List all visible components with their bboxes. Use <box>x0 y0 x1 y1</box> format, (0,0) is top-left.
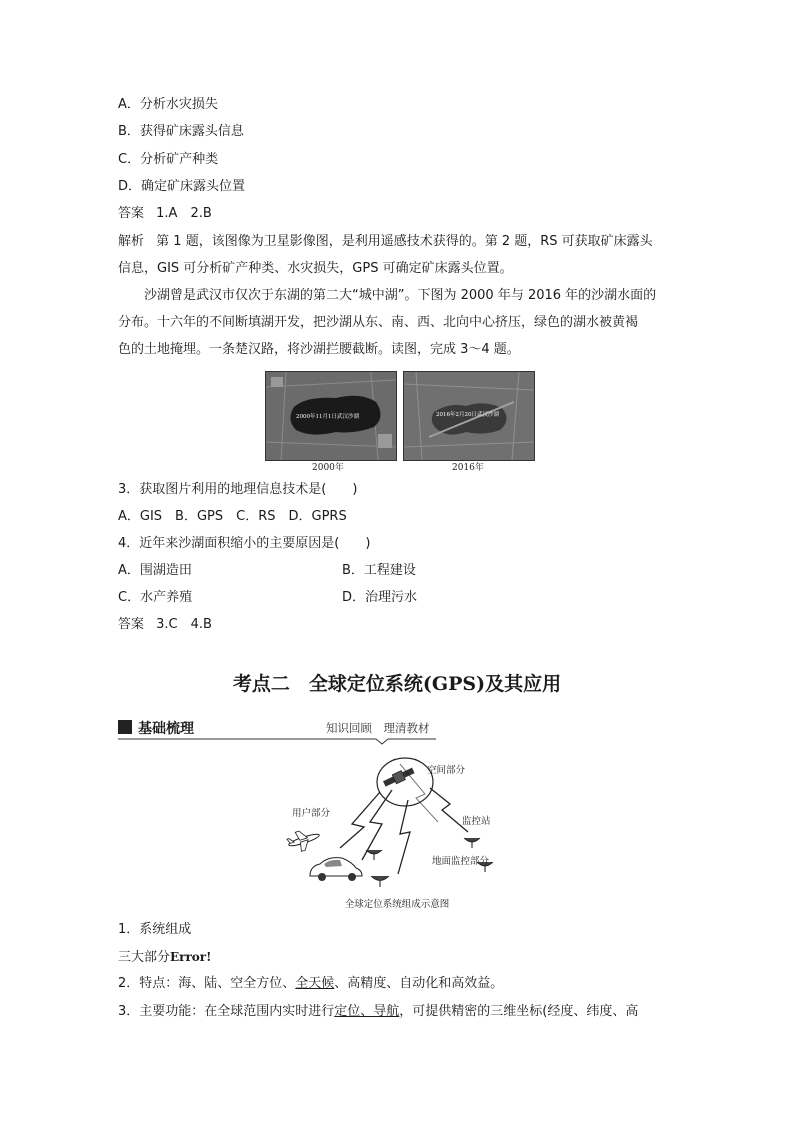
section-bar-rule <box>118 735 438 745</box>
item-2-text-b: 、高精度、自动化和高效益。 <box>334 976 504 991</box>
item-3-underline: 定位、导航 <box>334 1004 400 1019</box>
question-4-option-c: C．水产养殖 <box>118 590 193 605</box>
item-2-text-a: 2．特点：海、陆、空全方位、 <box>118 976 296 991</box>
passage-line-2: 分布。十六年的不间断填湖开发，把沙湖从东、南、西、北向中心挤压，绿色的湖水被黄褐 <box>118 315 639 330</box>
item-3 <box>118 1003 638 1021</box>
option-c: C．分析矿产种类 <box>118 152 219 167</box>
passage-line-1: 沙湖曾是武汉市仅次于东湖的第二大“城中湖”。下图为 2000 年与 2016 年的沙湖水面的 <box>144 288 657 303</box>
question-3-stem: 3．获取图片利用的地理信息技术是( ) <box>118 482 358 497</box>
answer-line-1 <box>118 205 212 223</box>
analysis-line-1 <box>118 233 653 251</box>
passage-line-3: 色的土地掩埋。一条楚汉路，将沙湖拦腰截断。读图，完成 3～4 题。 <box>118 342 520 357</box>
field-error: Error! <box>170 950 212 964</box>
option-b: B．获得矿床露头信息 <box>118 124 244 139</box>
airplane-icon <box>286 826 323 855</box>
answer-label: 答案 <box>118 206 145 221</box>
section-bar-label: 基础梳理 <box>138 721 194 737</box>
satellite-photo-2016 <box>403 371 535 461</box>
photo-label-2016: 2016年2月20日武汉沙湖 <box>436 412 499 418</box>
answer-text: 3.C 4.B <box>156 617 212 632</box>
item-1-detail <box>118 948 211 967</box>
dish-icon-1 <box>366 850 382 860</box>
question-4-option-a: A．围湖造田 <box>118 563 192 578</box>
question-4-stem: 4．近年来沙湖面积缩小的主要原因是( ) <box>118 536 371 551</box>
photo-label-2000: 2000年11月1日武汉沙湖 <box>296 414 359 420</box>
question-3-options: A．GIS B．GPS C．RS D．GPRS <box>118 509 347 524</box>
gps-diagram <box>280 752 520 894</box>
analysis-text-2: 信息，GIS 可分析矿产种类、水灾损失，GPS 可确定矿床露头位置。 <box>118 261 513 276</box>
diagram-caption: 全球定位系统组成示意图 <box>344 899 450 910</box>
section-title: 考点二 全球定位系统(GPS)及其应用 <box>232 673 562 695</box>
item-2 <box>118 975 503 993</box>
label-ground: 地面监控部分 <box>432 856 490 867</box>
section-bar-icon <box>118 720 132 734</box>
question-4-option-b: B．工程建设 <box>342 563 416 578</box>
item-2-underline: 全天候 <box>295 976 335 991</box>
analysis-label: 解析 <box>118 234 145 249</box>
question-4-option-d: D．治理污水 <box>342 590 418 605</box>
answer-line-2 <box>118 616 212 634</box>
photo-caption-2000: 2000年 <box>312 463 344 473</box>
label-space: 空间部分 <box>427 765 466 776</box>
dish-icon-3 <box>464 838 480 848</box>
photo-caption-2016: 2016年 <box>452 463 484 473</box>
car-icon <box>310 858 362 881</box>
item-1: 1．系统组成 <box>118 922 192 937</box>
answer-text: 1.A 2.B <box>156 206 212 221</box>
section-bar-subtitle: 知识回顾 理清教材 <box>326 721 430 735</box>
satellite-photo-2000 <box>265 371 397 461</box>
label-monitor: 监控站 <box>462 816 491 827</box>
option-d: D．确定矿床露头位置 <box>118 179 246 194</box>
answer-label: 答案 <box>118 617 145 632</box>
option-a: A．分析水灾损失 <box>118 97 218 112</box>
analysis-text-1: 第 1 题，该图像为卫星影像图，是利用遥感技术获得的。第 2 题，RS 可获取矿床露头 <box>156 234 653 249</box>
item-3-text-b: ，可提供精密的三维坐标(经度、纬度、高 <box>399 1004 639 1019</box>
dish-icon-2 <box>371 876 389 887</box>
item-1-detail-text: 三大部分 <box>118 950 171 965</box>
item-3-text-a: 3．主要功能：在全球范围内实时进行 <box>118 1004 335 1019</box>
label-user: 用户部分 <box>292 808 331 819</box>
